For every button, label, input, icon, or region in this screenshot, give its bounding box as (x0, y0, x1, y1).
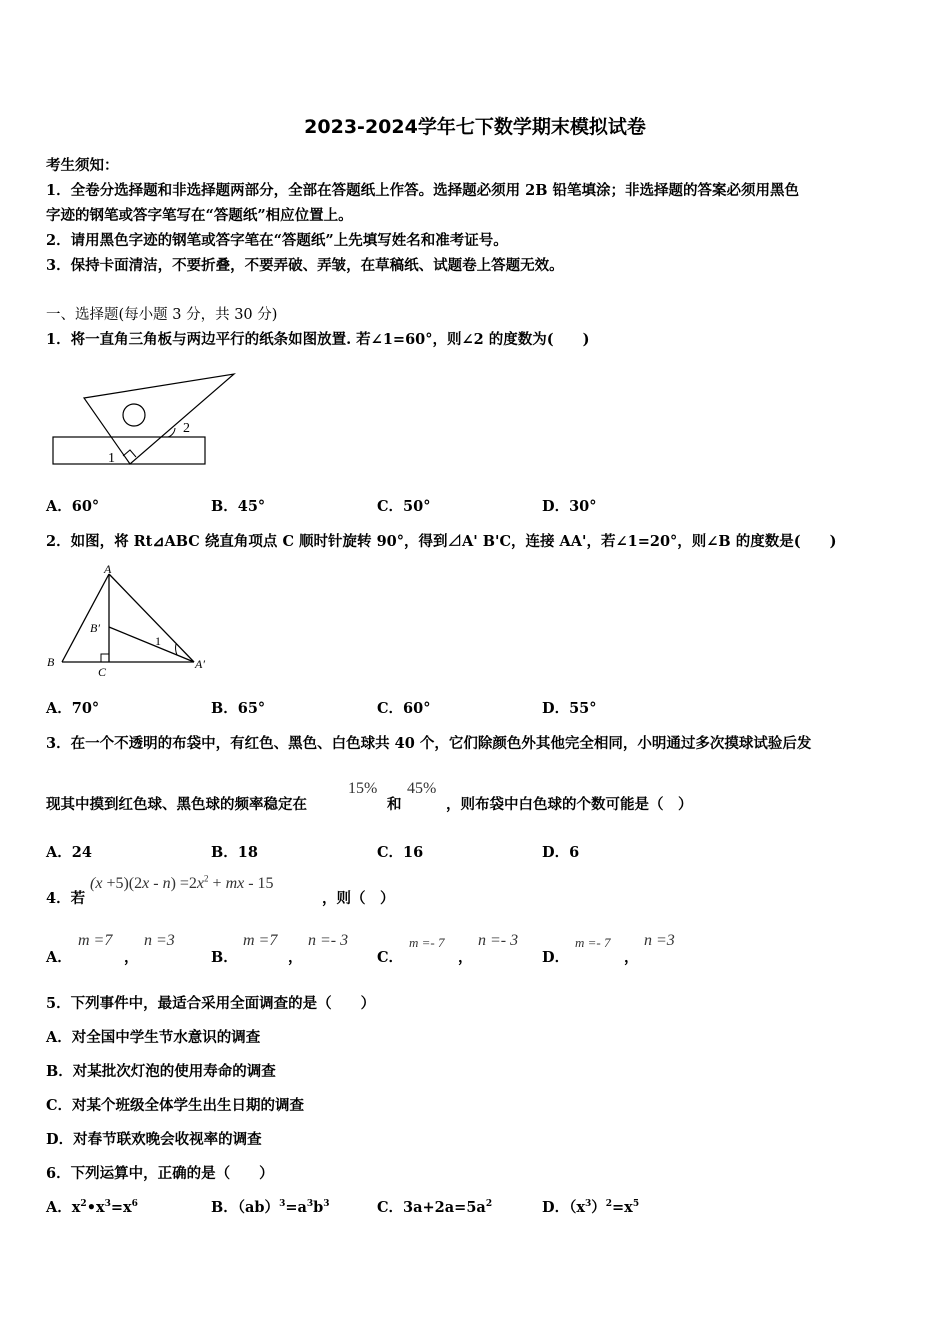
q4-option-d-sep: ， (624, 949, 639, 966)
q6-option-c-label: C． (377, 1199, 404, 1216)
q2-option-c[interactable]: C．60° (377, 700, 431, 717)
q1-circle-hole (123, 404, 145, 426)
q4-option-b-sep: ， (288, 949, 303, 966)
q6-option-a-expr: $x^2•x^3=x^6$ (71, 1199, 138, 1216)
q6-option-d[interactable] (542, 1196, 639, 1217)
q2-label-a-prime: A′ (195, 657, 205, 671)
q2-figure (44, 562, 224, 682)
q3-option-a[interactable]: A．24 (46, 844, 92, 861)
q4-option-b-m: m =7 (243, 932, 278, 949)
q6-option-b-expr: $(ab)^3=a^3b^3$ (237, 1199, 330, 1216)
q1-triangle-ruler (84, 374, 234, 464)
q2-option-d[interactable]: D．55° (542, 700, 597, 717)
q2-side-ab (62, 574, 109, 662)
q4-option-a-sep: ， (124, 949, 139, 966)
q3-stem-line2a: 现其中摸到红色球、黑色球的频率稳定在 (46, 796, 307, 813)
q2-label-b: B (47, 655, 55, 669)
q4-option-d-label[interactable]: D． (542, 949, 570, 966)
q3-percent-red: 15% (348, 780, 378, 797)
q5-option-c[interactable]: C．对某个班级全体学生出生日期的调查 (46, 1097, 305, 1114)
q1-angle2-label: 2 (183, 421, 190, 436)
q2-right-angle-mark (101, 654, 109, 662)
q4-option-c-m: m =- 7 (409, 935, 445, 950)
q1-figure (46, 368, 246, 472)
q4-option-a-n: n =3 (144, 932, 175, 949)
q5-option-b[interactable]: B．对某批次灯泡的使用寿命的调查 (46, 1063, 276, 1080)
section-heading: 一、选择题(每小题 3 分，共 30 分) (46, 307, 278, 323)
q3-option-b[interactable]: B．18 (211, 844, 258, 861)
page-title: 2023-2024学年七下数学期末模拟试卷 (304, 116, 646, 138)
q2-label-c: C (98, 665, 107, 679)
q1-option-d[interactable]: D．30° (542, 498, 597, 515)
q4-option-a-label[interactable]: A． (46, 949, 72, 966)
notice-line-1a: 1．全卷分选择题和非选择题两部分，全部在答题纸上作答。选择题必须用 2B 铅笔填涂；非选择题的答案必须用黑色 (46, 182, 800, 199)
q4-option-b-n: n =- 3 (308, 932, 349, 949)
q4-equation: $(x +5)(2x - n) =2x^2$ + mx - 15 (90, 873, 274, 892)
q6-stem: 6．下列运算中，正确的是（ ） (46, 1165, 274, 1182)
q5-option-d[interactable]: D．对春节联欢晚会收视率的调查 (46, 1131, 262, 1148)
q4-option-c-sep: ， (458, 949, 473, 966)
q2-label-angle1: 1 (155, 634, 161, 648)
q3-stem-line1: 3．在一个不透明的布袋中，有红色、黑色、白色球共 40 个，它们除颜色外其他完全相同，小明通过多次摸球试验后发 (46, 735, 812, 752)
q1-stem: 1．将一直角三角板与两边平行的纸条如图放置. 若∠1=60°，则∠2 的度数为( ) (46, 331, 590, 348)
q5-option-a[interactable]: A．对全国中学生节水意识的调查 (46, 1029, 261, 1046)
q6-option-a[interactable] (46, 1196, 138, 1217)
q2-option-a[interactable]: A．70° (46, 700, 100, 717)
q2-side-bpa (109, 627, 194, 662)
q4-stem-prefix: 4．若 (46, 890, 86, 907)
q2-label-b-prime: B′ (90, 621, 100, 635)
q4-stem-suffix: ，则（ ） (322, 890, 395, 907)
q3-option-c[interactable]: C．16 (377, 844, 424, 861)
q4-option-d-n: n =3 (644, 932, 675, 949)
q1-angle2-arc (168, 428, 175, 437)
q2-side-aa (109, 574, 194, 662)
q1-option-b[interactable]: B．45° (211, 498, 266, 515)
notice-line-1b: 字迹的钢笔或答字笔写在“答题纸”相应位置上。 (46, 207, 353, 224)
q3-stem-line2b: ，则布袋中白色球的个数可能是（ ） (446, 796, 693, 813)
q1-option-c[interactable]: C．50° (377, 498, 431, 515)
q4-option-c-n: n =- 3 (478, 932, 519, 949)
q3-percent-black: 45% (407, 780, 437, 797)
q6-option-b[interactable] (211, 1196, 330, 1217)
notice-line-3: 3．保持卡面清洁，不要折叠，不要弄破、弄皱，在草稿纸、试题卷上答题无效。 (46, 257, 564, 274)
q6-option-a-label: A． (46, 1199, 72, 1216)
q2-option-b[interactable]: B．65° (211, 700, 266, 717)
q2-label-a: A (104, 562, 112, 576)
q3-option-d[interactable]: D．6 (542, 844, 580, 861)
q6-option-c-expr: $3a+2a=5a^2$ (403, 1199, 493, 1216)
q1-angle1-label: 1 (108, 451, 115, 466)
q4-option-b-label[interactable]: B． (211, 949, 238, 966)
q6-option-b-label: B． (211, 1199, 238, 1216)
q6-option-d-label: D． (542, 1199, 570, 1216)
q6-option-d-expr: $(x^3)^2=x^5$ (569, 1199, 640, 1216)
q4-option-c-label[interactable]: C． (377, 949, 404, 966)
q1-option-a[interactable]: A．60° (46, 498, 100, 515)
notice-line-2: 2．请用黑色字迹的钢笔或答字笔在“答题纸”上先填写姓名和准考证号。 (46, 232, 508, 249)
q4-option-a-m: m =7 (78, 932, 113, 949)
q6-option-c[interactable] (377, 1196, 492, 1217)
q2-stem: 2．如图，将 Rt⊿ABC 绕直角项点 C 顺时针旋转 90°，得到⊿A' B'C，连接 AA'，若∠1=20°，则∠B 的度数是( ) (46, 533, 837, 550)
q5-stem: 5．下列事件中，最适合采用全面调查的是（ ） (46, 995, 376, 1012)
notice-heading: 考生须知： (46, 157, 119, 174)
q2-angle1-arc (176, 644, 177, 655)
q4-option-d-m: m =- 7 (575, 935, 611, 950)
q3-stem-and: 和 (387, 796, 402, 813)
